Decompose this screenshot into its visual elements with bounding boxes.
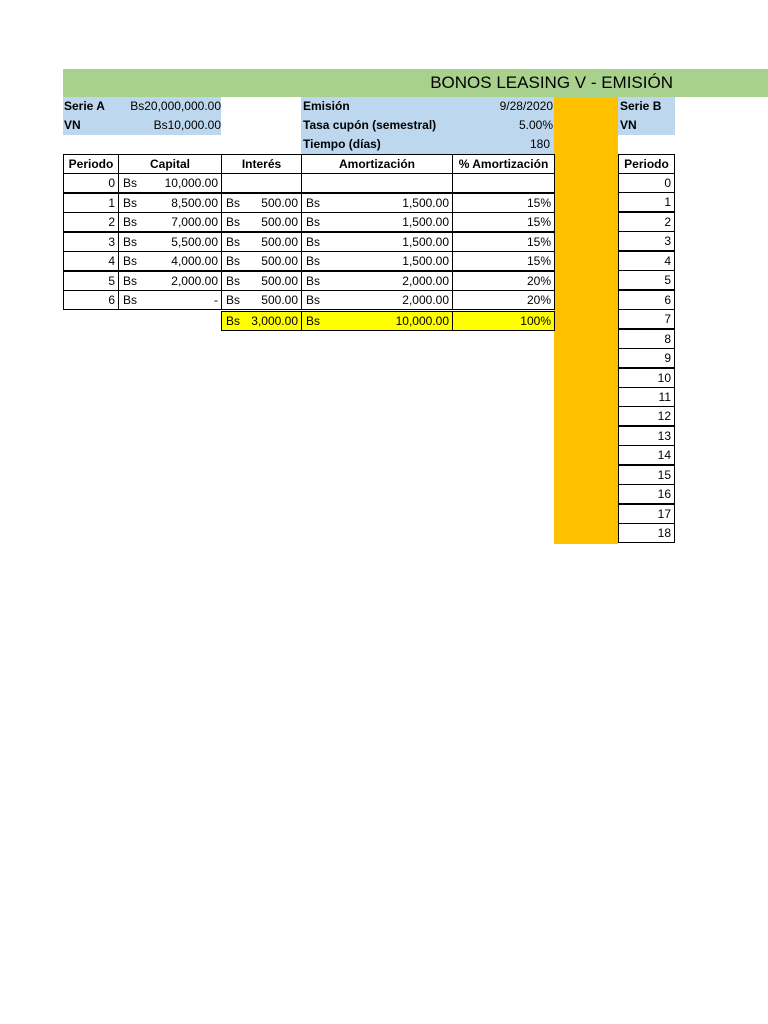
cell-interes (221, 271, 302, 291)
cell-amortizacion (301, 232, 453, 252)
cell-amortizacion-value: 1,500.00 (402, 235, 449, 249)
cell-amortizacion-value: 1,500.00 (402, 254, 449, 268)
cell-capital-value: 10,000.00 (164, 176, 218, 190)
serie-a-value: Bs20,000,000.00 (130, 99, 221, 113)
cell-interes-value: 500.00 (261, 235, 298, 249)
cell-pct: 15% (452, 232, 555, 252)
serie-b-periodo-cell: 4 (618, 251, 675, 271)
total-amortizacion (301, 311, 453, 331)
cell-interes (221, 173, 302, 193)
cell-pct: 20% (452, 271, 555, 291)
currency-label: Bs (123, 235, 138, 249)
currency-label: Bs (123, 196, 138, 210)
currency-label: Bs (226, 196, 241, 210)
cell-capital (118, 193, 222, 213)
cell-amortizacion (301, 193, 453, 213)
currency-label: Bs (123, 254, 138, 268)
cell-capital (118, 212, 222, 232)
serie-b-periodo-cell: 11 (618, 387, 675, 407)
currency-label: Bs (226, 235, 241, 249)
currency-label: Bs (306, 293, 321, 307)
serie-b-periodo-cell: 14 (618, 445, 675, 465)
currency-label: Bs (306, 314, 321, 328)
currency-label: Bs (123, 274, 138, 288)
header-capital: Capital (118, 154, 222, 174)
cell-periodo: 0 (63, 173, 119, 193)
cell-amortizacion (301, 290, 453, 310)
cell-amortizacion (301, 251, 453, 271)
currency-label: Bs (306, 254, 321, 268)
cell-pct: 15% (452, 251, 555, 271)
currency-label: Bs (123, 293, 138, 307)
cell-periodo: 3 (63, 232, 119, 252)
serie-b-periodo-cell: 0 (618, 173, 675, 193)
cell-capital-value: 2,000.00 (171, 274, 218, 288)
cell-capital (118, 271, 222, 291)
cell-interes-value: 500.00 (261, 274, 298, 288)
cell-capital-value: 5,500.00 (171, 235, 218, 249)
header-pct-amortizacion: % Amortización (452, 154, 555, 174)
cell-periodo: 4 (63, 251, 119, 271)
cell-periodo: 2 (63, 212, 119, 232)
tiempo-label: Tiempo (días) (303, 137, 381, 151)
serie-b-vn-label: VN (620, 118, 637, 132)
cell-amortizacion-value: 1,500.00 (402, 215, 449, 229)
serie-b-periodo-cell: 6 (618, 290, 675, 310)
serie-b-periodo-cell: 8 (618, 329, 675, 349)
currency-label: Bs (123, 176, 138, 190)
total-interes-value: 3,000.00 (251, 314, 298, 328)
cell-amortizacion (301, 212, 453, 232)
vn-value: Bs10,000.00 (153, 118, 221, 132)
currency-label: Bs (306, 196, 321, 210)
serie-b-periodo-cell: 10 (618, 368, 675, 388)
cell-periodo: 6 (63, 290, 119, 310)
cell-capital (118, 232, 222, 252)
cell-interes-value: 500.00 (261, 293, 298, 307)
cell-interes (221, 232, 302, 252)
cell-amortizacion-value: 2,000.00 (402, 274, 449, 288)
currency-label: Bs (306, 274, 321, 288)
cell-capital (118, 251, 222, 271)
cell-capital-value: 7,000.00 (171, 215, 218, 229)
serie-b-periodo-cell: 2 (618, 212, 675, 232)
cell-amortizacion (301, 271, 453, 291)
cell-pct: 15% (452, 212, 555, 232)
serie-b-periodo-cell: 15 (618, 465, 675, 485)
tasa-label: Tasa cupón (semestral) (303, 118, 437, 132)
cell-amortizacion-value: 1,500.00 (402, 196, 449, 210)
vn-label: VN (64, 118, 81, 132)
serie-b-periodo-cell: 3 (618, 231, 675, 251)
cell-capital-value: 8,500.00 (171, 196, 218, 210)
cell-interes (221, 212, 302, 232)
serie-b-periodo-cell: 18 (618, 523, 675, 543)
total-pct: 100% (452, 311, 555, 331)
currency-label: Bs (306, 235, 321, 249)
serie-b-periodo-cell: 16 (618, 484, 675, 504)
emision-label: Emisión (303, 99, 350, 113)
cell-capital (118, 290, 222, 310)
cell-pct: 15% (452, 193, 555, 213)
cell-interes (221, 251, 302, 271)
cell-capital (118, 173, 222, 193)
orange-separator-column (554, 97, 618, 544)
cell-pct (452, 173, 555, 193)
cell-interes-value: 500.00 (261, 215, 298, 229)
cell-pct: 20% (452, 290, 555, 310)
serie-b-periodo-cell: 17 (618, 504, 675, 524)
total-interes (221, 311, 302, 331)
header-amortizacion: Amortización (301, 154, 453, 174)
sheet-title: BONOS LEASING V - EMISIÓN (430, 73, 673, 92)
header-interes: Interés (221, 154, 302, 174)
serie-b-label: Serie B (620, 99, 662, 113)
cell-periodo: 1 (63, 193, 119, 213)
currency-label: Bs (226, 314, 241, 328)
cell-amortizacion-value: 2,000.00 (402, 293, 449, 307)
total-amortizacion-value: 10,000.00 (395, 314, 449, 328)
title-bar (63, 69, 768, 97)
cell-capital-value: - (214, 293, 218, 307)
serie-b-periodo-cell: 9 (618, 348, 675, 368)
serie-b-periodo-cell: 13 (618, 426, 675, 446)
currency-label: Bs (306, 215, 321, 229)
serie-b-periodo-cell: 7 (618, 309, 675, 329)
serie-b-periodo-cell: 5 (618, 270, 675, 290)
currency-label: Bs (226, 274, 241, 288)
serie-b-periodo-cell: 12 (618, 406, 675, 426)
cell-interes (221, 290, 302, 310)
currency-label: Bs (226, 215, 241, 229)
cell-amortizacion (301, 173, 453, 193)
currency-label: Bs (226, 254, 241, 268)
cell-interes-value: 500.00 (261, 254, 298, 268)
currency-label: Bs (123, 215, 138, 229)
tiempo-value: 180 (529, 137, 550, 151)
currency-label: Bs (226, 293, 241, 307)
serie-b-periodo-cell: 1 (618, 192, 675, 212)
cell-periodo: 5 (63, 271, 119, 291)
cell-interes-value: 500.00 (261, 196, 298, 210)
serie-b-header-periodo: Periodo (618, 154, 675, 174)
header-periodo: Periodo (63, 154, 119, 174)
tasa-value: 5.00% (518, 118, 553, 132)
cell-interes (221, 193, 302, 213)
emision-value: 9/28/2020 (499, 99, 553, 113)
cell-capital-value: 4,000.00 (171, 254, 218, 268)
serie-a-label: Serie A (64, 99, 105, 113)
